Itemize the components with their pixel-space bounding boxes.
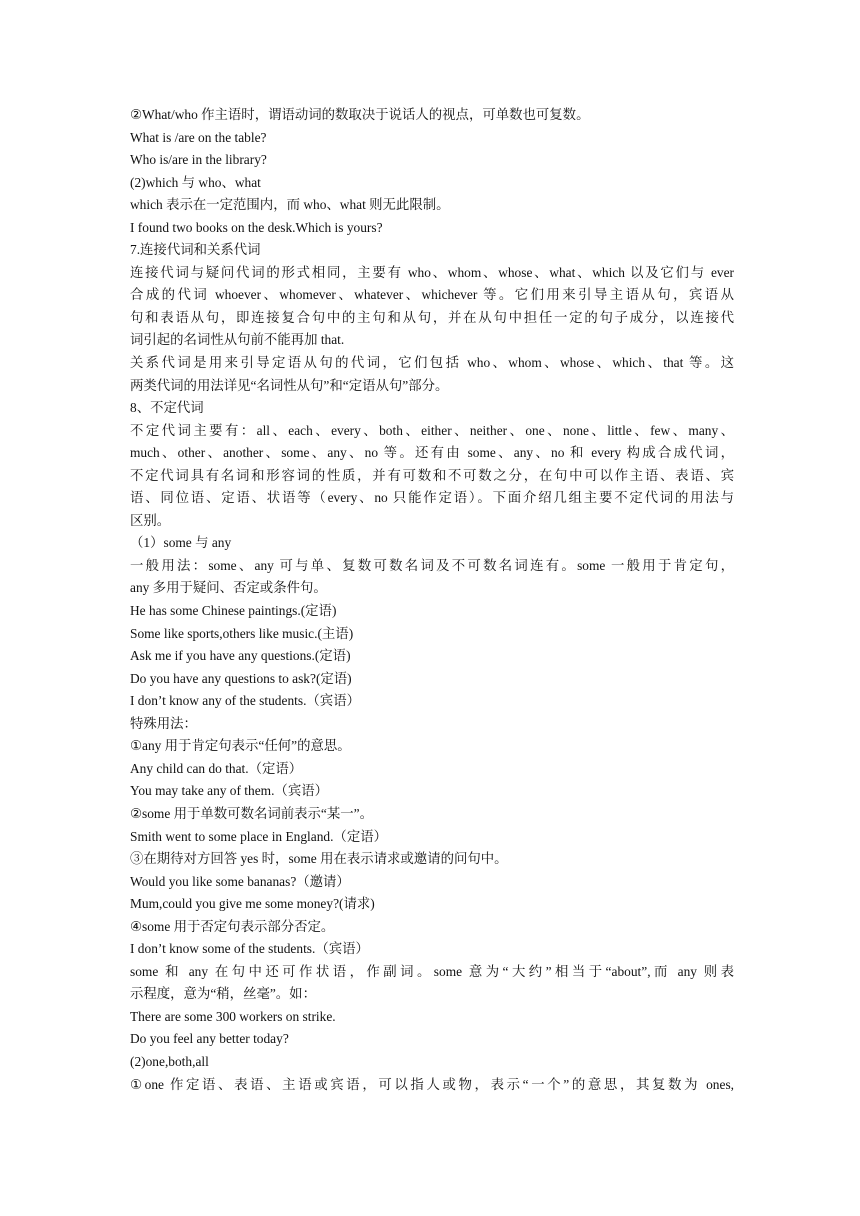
text-line: 7.连接代词和关系代词: [130, 242, 261, 258]
text-line: Ask me if you have any questions.(定语): [130, 648, 351, 664]
text-line: (2)which 与 who、what: [130, 174, 261, 190]
text-line: Smith went to some place in England.（定语）: [130, 828, 387, 844]
text-line: There are some 300 workers on strike.: [130, 1008, 336, 1024]
text-line: （1）some 与 any: [130, 535, 232, 551]
text-line: ③在期待对方回答 yes 时，some 用在表示请求或邀请的问句中。: [130, 851, 508, 867]
text-line: 特殊用法：: [130, 715, 197, 731]
text-line: ①any 用于肯定句表示“任何”的意思。: [130, 738, 351, 754]
text-line: ②What/who 作主语时，谓语动词的数取决于说话人的视点，可单数也可复数。: [130, 107, 590, 122]
text-line: I found two books on the desk.Which is yours?: [130, 219, 383, 235]
text-line: He has some Chinese paintings.(定语): [130, 603, 337, 619]
text-line: Any child can do that.（定语）: [130, 760, 303, 776]
text-line: 关系代词是用来引导定语从句的代词，它们包括 who、whom、whose、which、that 等。这: [130, 355, 734, 371]
text-line: Who is/are in the library?: [130, 152, 267, 168]
text-line: I don’t know any of the students.（宾语）: [130, 693, 360, 709]
text-line: 示程度，意为“稍，丝毫”。如：: [130, 986, 316, 1002]
text-line: ①one 作定语、表语、主语或宾语，可以指人或物，表示“一个”的意思，其复数为 ones,: [130, 1076, 734, 1092]
text-line: (2)one,both,all: [130, 1053, 209, 1069]
text-line: Mum,could you give me some money?(请求): [130, 896, 375, 912]
text-line: Some like sports,others like music.(主语): [130, 625, 354, 641]
document-page: [130, 104, 734, 1096]
text-line: 不定代词具有名词和形容词的性质，并有可数和不可数之分，在句中可以作主语、表语、宾: [130, 467, 734, 483]
text-line: You may take any of them.（宾语）: [130, 783, 328, 799]
text-line: Do you feel any better today?: [130, 1031, 289, 1047]
text-line: which 表示在一定范围内，而 who、what 则无此限制。: [130, 197, 450, 213]
text-line: some 和 any 在句中还可作状语，作副词。some 意为“大约”相当于“about”,而 any 则表: [130, 963, 734, 979]
text-line: any 多用于疑问、否定或条件句。: [130, 580, 327, 596]
text-line: much、other、another、some、any、no 等。还有由 some、any、no 和 every 构成合成代词，: [130, 445, 734, 461]
text-line: I don’t know some of the students.（宾语）: [130, 941, 369, 957]
text-line: 合成的代词 whoever、whomever、whatever、whichever 等。它们用来引导主语从句，宾语从: [130, 287, 734, 303]
text-line: 8、不定代词: [130, 400, 204, 416]
text-line: 区别。: [130, 512, 171, 528]
text-line: 语、同位语、定语、状语等（every、no 只能作定语）。下面介绍几组主要不定代词的用法与: [130, 490, 734, 506]
text-line: 一般用法：some、any 可与单、复数可数名词及不可数名词连有。some 一般用于肯定句，: [130, 557, 734, 573]
text-line: What is /are on the table?: [130, 129, 267, 145]
text-line: 两类代词的用法详见“名词性从句”和“定语从句”部分。: [130, 377, 449, 393]
text-line: ②some 用于单数可数名词前表示“某一”。: [130, 805, 373, 821]
text-line: 句和表语从句，即连接复合句中的主句和从句，并在从句中担任一定的句子成分，以连接代: [130, 309, 734, 325]
text-line: 不定代词主要有：all、each、every、both、either、neither、one、none、little、few、many、: [130, 422, 734, 438]
text-line: Would you like some bananas?（邀请）: [130, 873, 350, 889]
text-line: 连接代词与疑问代词的形式相同，主要有 who、whom、whose、what、which 以及它们与 ever: [130, 264, 734, 280]
text-line: 词引起的名词性从句前不能再加 that.: [130, 332, 345, 348]
text-line: ④some 用于否定句表示部分否定。: [130, 918, 335, 934]
text-line: Do you have any questions to ask?(定语): [130, 670, 352, 686]
